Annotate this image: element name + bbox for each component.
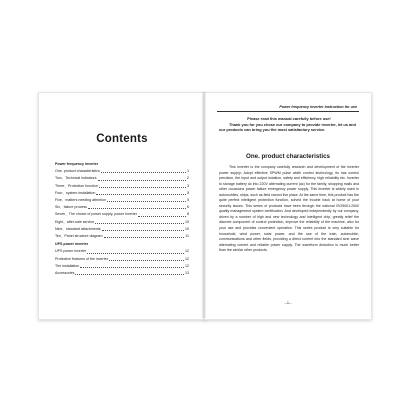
toc-entry-label: The installation (55, 263, 80, 268)
toc-leader (107, 201, 186, 202)
toc-entry-page: 13 (185, 271, 189, 276)
toc-leader (109, 260, 184, 261)
toc-entry-page: 12 (185, 263, 189, 268)
toc-entry-page: 10 (185, 219, 189, 224)
toc-entry (55, 183, 189, 190)
toc-entry-label: Seven、The choice of power supply, power inverter (55, 212, 138, 217)
read-manual-notice: Please read this manual carefully before use! (247, 116, 331, 121)
toc-entry (55, 263, 189, 270)
toc-leader (98, 180, 186, 181)
manual-page-1 (204, 92, 372, 320)
toc-entry-page: 5 (187, 198, 189, 203)
toc-entry-page: 3 (187, 183, 189, 188)
toc-entry (55, 204, 189, 211)
toc-leader (138, 216, 186, 217)
toc-entry-page: 12 (185, 249, 189, 254)
toc-entry-page: 10 (185, 226, 189, 231)
toc-leader (99, 187, 186, 188)
toc-leader (87, 253, 184, 254)
running-head: Power frequency inverter Instruction for use (279, 105, 357, 109)
toc-leader (75, 274, 184, 275)
toc-leader (101, 172, 186, 173)
toc-section-heading: Power frequency inverter (55, 162, 99, 166)
table-of-contents (55, 160, 189, 277)
contents-title: Contents (96, 133, 148, 145)
toc-entry (55, 197, 189, 204)
contents-page (38, 92, 206, 320)
toc-leader (80, 267, 184, 268)
toc-entry-label: Accessories (55, 271, 75, 276)
toc-entry-page: 6 (187, 205, 189, 210)
toc-entry-label: Four、system installation (55, 190, 96, 195)
toc-leader (88, 208, 186, 209)
toc-entry-page: 5 (187, 190, 189, 195)
toc-section-heading: UPS power inverter (55, 242, 89, 247)
toc-entry-page: 12 (185, 256, 189, 261)
toc-entry-label: Five、matters needing attention (55, 198, 106, 203)
thank-you-text: Thank you for you chose our company to provide inverter, let us and our products can bring you the most satisfactory service. (219, 121, 356, 133)
toc-entry (55, 226, 189, 233)
toc-entry (55, 270, 189, 277)
toc-entry-label: Nine、standard attachments (55, 226, 101, 231)
toc-entry-label: Three、Protection function (55, 183, 98, 188)
toc-entry-label: One. product characteristics (55, 169, 100, 174)
toc-leader (95, 223, 184, 224)
toc-entry-page: 11 (185, 234, 189, 239)
toc-entry (55, 219, 189, 226)
toc-leader (96, 194, 186, 195)
toc-entry (55, 211, 189, 218)
section-title: One. product characteristics (246, 153, 330, 160)
toc-entry-label: Ten、Panel structure diagram (55, 234, 103, 239)
header-rule (217, 111, 359, 112)
toc-entry (55, 233, 189, 240)
toc-entry-label: Eight、after-sale service (55, 219, 95, 224)
body-paragraph: This inverter is the company carefully research and development of the inverter power supply; Adopt effective SPWM pulse width control technology, its has control precision, the input and output isolation, safety and efficiency, high reliability etc. Inverter to storage battery dc into 220V alternating current (ac) for the family, shopping malls and other occasions power failure emergency power supply. This inverter is widely used in automobiles, ships, such as field cannot live place. At the same time, this product has the quite perfect intelligent protection function, solved the trouble back at home of your security issues. This series of products have been through the national ISO9001:2000 quality management system certification. And developed independently by our company, driven by a number of high and new technology and intelligent chip, greatly relief the discrete component of control protection, improve the reliability of the machine, also for your use and provides convenient operation. This series product is very suitable for household, wind power, solar power, and the use of the train, automobile, communications and other fields, providing a direct current into the standard sine wave alternating current and reliable power supply. The waveform distortion is much better than the similar other products. (219, 165, 359, 253)
toc-entry-label: UPS power inverter (55, 249, 87, 254)
toc-entry-label: Protective features of the inverter (55, 256, 108, 261)
toc-leader (104, 237, 185, 238)
toc-entry (55, 190, 189, 197)
intro-notice (219, 116, 359, 133)
toc-entry-label: Two、Technical indicators (55, 176, 97, 181)
toc-entry (55, 168, 189, 175)
toc-entry-page: 8 (187, 212, 189, 217)
toc-entry (55, 175, 189, 182)
toc-entry (55, 256, 189, 263)
toc-entry-page: 2 (187, 176, 189, 181)
toc-entry (55, 248, 189, 255)
toc-leader (102, 230, 184, 231)
toc-entry-page: 1 (187, 169, 189, 174)
page-number: --1-- (284, 301, 292, 305)
toc-entry-label: Six、failure process (55, 205, 87, 210)
book-gutter (201, 92, 207, 318)
